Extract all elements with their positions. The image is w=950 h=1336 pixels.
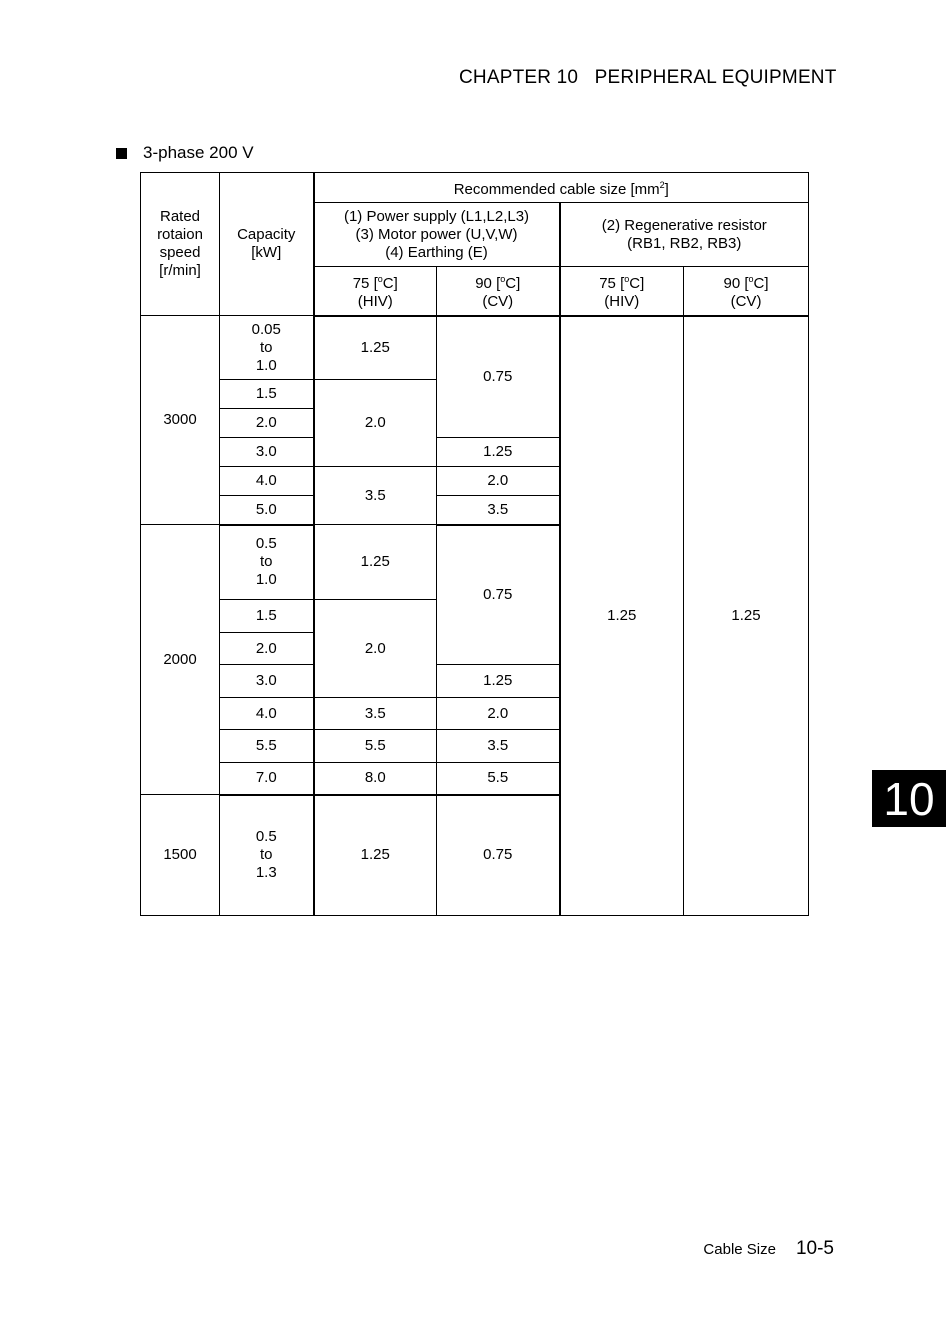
cv-cell: 1.25: [437, 438, 560, 467]
cv-cell: 3.5: [437, 496, 560, 525]
header-regenerative: (2) Regenerative resistor (RB1, RB2, RB3): [560, 203, 809, 267]
cv-cell: 1.25: [437, 665, 560, 698]
hiv-cell: 5.5: [314, 730, 437, 763]
speed-2000: 2000: [141, 525, 220, 795]
speed-3000: 3000: [141, 316, 220, 525]
capacity-cell: 0.05 to 1.0: [220, 316, 314, 380]
hiv-cell: 1.25: [314, 316, 437, 380]
capacity-cell: 7.0: [220, 763, 314, 795]
cable-size-table: [140, 172, 809, 916]
chapter-label: CHAPTER 10: [459, 67, 579, 88]
page-header: [459, 67, 837, 89]
square-bullet-icon: [116, 148, 127, 159]
header-rated-speed: Rated rotaion speed [r/min]: [141, 173, 220, 316]
capacity-cell: 5.0: [220, 496, 314, 525]
capacity-cell: 2.0: [220, 633, 314, 665]
header-temp-75-hiv: 75 [$^o$C] (HIV): [314, 267, 437, 316]
regen-hiv-cell: 1.25: [560, 316, 684, 916]
capacity-cell: 3.0: [220, 438, 314, 467]
cv-cell: 2.0: [437, 698, 560, 730]
regen-cv-cell: 1.25: [684, 316, 809, 916]
capacity-cell: 2.0: [220, 409, 314, 438]
hiv-cell: 1.25: [314, 525, 437, 600]
page-number: 10-5: [795, 1238, 834, 1259]
header-capacity: Capacity [kW]: [220, 173, 314, 316]
capacity-cell: 4.0: [220, 467, 314, 496]
hiv-cell: 1.25: [314, 795, 437, 916]
hiv-cell: 3.5: [314, 467, 437, 525]
chapter-tab: 10: [872, 770, 946, 827]
header-temp-90-cv-regen: 90 [$^o$C] (CV): [684, 267, 809, 316]
capacity-cell: 3.0: [220, 665, 314, 698]
hiv-cell: 2.0: [314, 600, 437, 698]
capacity-cell: 4.0: [220, 698, 314, 730]
cv-cell: 0.75: [437, 525, 560, 665]
capacity-cell: 0.5 to 1.3: [220, 795, 314, 916]
capacity-cell: 5.5: [220, 730, 314, 763]
cv-cell: 0.75: [437, 795, 560, 916]
header-temp-75-hiv-regen: 75 [$^o$C] (HIV): [560, 267, 684, 316]
cv-cell: 3.5: [437, 730, 560, 763]
header-recommended: Recommended cable size $[mm^2]$: [314, 173, 809, 203]
section-title: 3-phase 200 V: [143, 143, 254, 162]
speed-1500: 1500: [141, 795, 220, 916]
chapter-title: PERIPHERAL EQUIPMENT: [594, 67, 837, 88]
capacity-cell: 1.5: [220, 380, 314, 409]
cv-cell: 5.5: [437, 763, 560, 795]
hiv-cell: 8.0: [314, 763, 437, 795]
hiv-cell: 2.0: [314, 380, 437, 467]
page-footer: [703, 1238, 834, 1260]
capacity-cell: 1.5: [220, 600, 314, 633]
section-heading: [116, 143, 254, 163]
cv-cell: 2.0: [437, 467, 560, 496]
hiv-cell: 3.5: [314, 698, 437, 730]
footer-section: Cable Size: [703, 1241, 776, 1258]
header-temp-90-cv: 90 [$^o$C] (CV): [437, 267, 560, 316]
header-power-motor-earth: (1) Power supply (L1,L2,L3) (3) Motor power (U,V,W) (4) Earthing (E): [314, 203, 560, 267]
capacity-cell: 0.5 to 1.0: [220, 525, 314, 600]
cv-cell: 0.75: [437, 316, 560, 438]
